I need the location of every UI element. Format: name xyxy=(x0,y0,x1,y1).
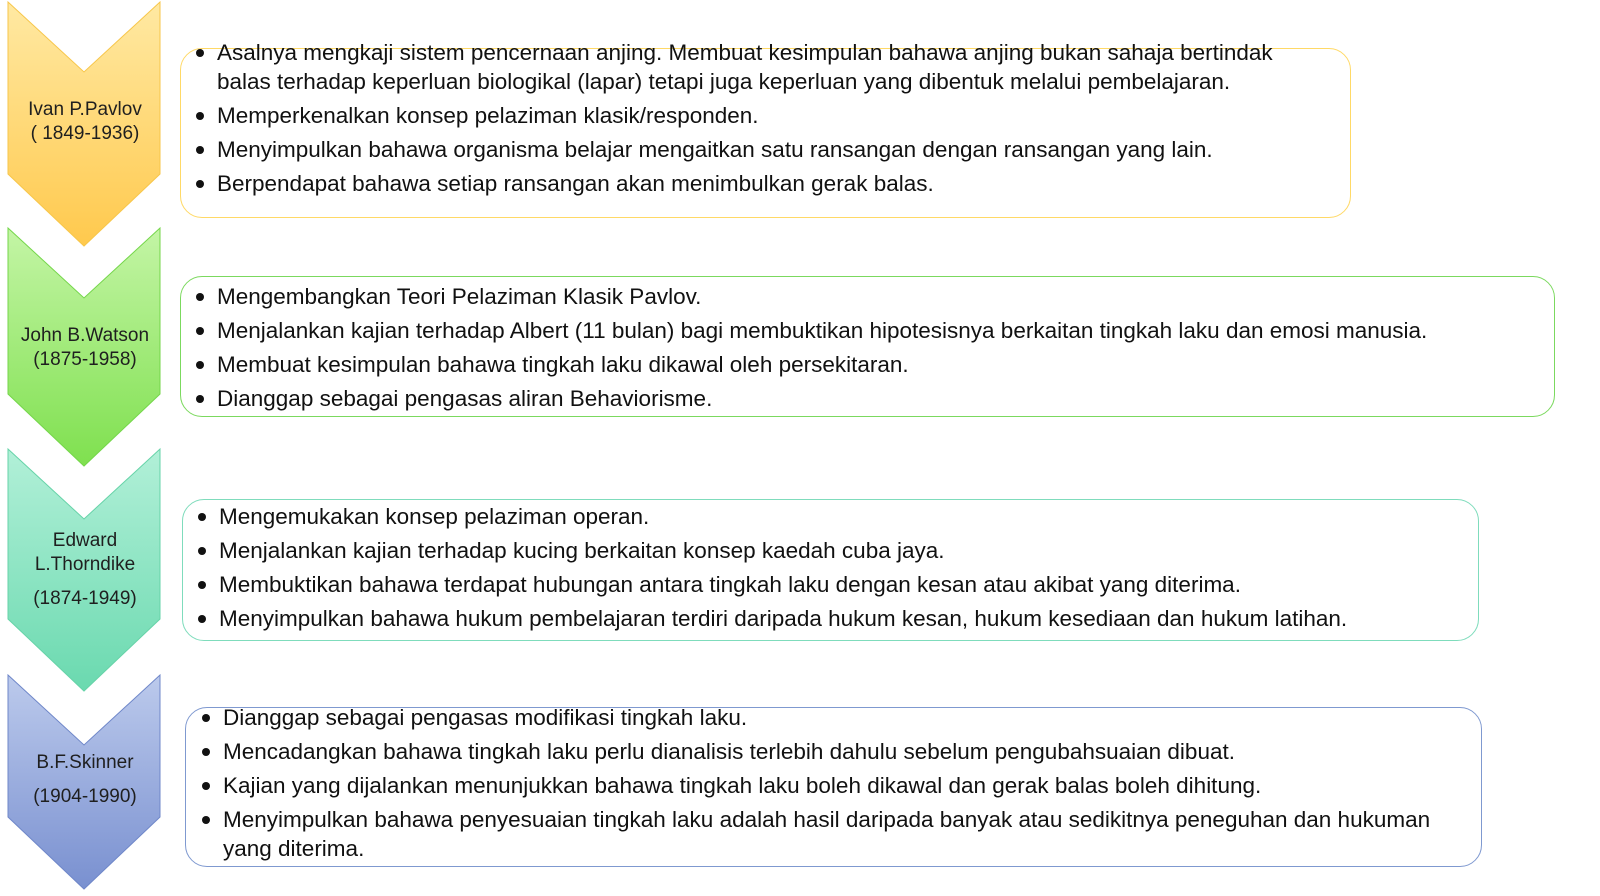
list-item: Membuktikan bahawa terdapat hubungan antara tingkah laku dengan kesan atau akibat yang diterima. xyxy=(197,570,1467,599)
years-line: ( 1849-1936) xyxy=(30,123,140,144)
bullet-list-watson xyxy=(195,282,1545,418)
list-item: Mencadangkan bahawa tingkah laku perlu dianalisis terlebih dahulu sebelum pengubahsuaian dibuat. xyxy=(201,737,1451,766)
list-item: Menyimpulkan bahawa penyesuaian tingkah laku adalah hasil daripada banyak atau sedikitnya peneguhan dan hukuman yang diterima. xyxy=(201,805,1451,863)
list-item: Berpendapat bahawa setiap ransangan akan menimbulkan gerak balas. xyxy=(195,169,1295,198)
list-item: Dianggap sebagai pengasas modifikasi tingkah laku. xyxy=(201,703,1451,732)
list-item: Mengemukakan konsep pelaziman operan. xyxy=(197,502,1467,531)
chevron-thorndike xyxy=(0,447,170,697)
list-item: Membuat kesimpulan bahawa tingkah laku dikawal oleh persekitaran. xyxy=(195,350,1545,379)
chevron-watson xyxy=(0,226,170,471)
chevron-skinner xyxy=(0,673,170,893)
list-item: Asalnya mengkaji sistem pencernaan anjing. Membuat kesimpulan bahawa anjing bukan sahaja bertindak balas terhadap keperluan biologikal (lapar) tetapi juga keperluan yang dibentuk melalui pembelajaran. xyxy=(195,38,1295,96)
bullet-list-skinner xyxy=(201,703,1451,868)
years-line: (1874-1949) xyxy=(33,588,137,609)
list-item: Menjalankan kajian terhadap Albert (11 bulan) bagi membuktikan hipotesisnya berkaitan tingkah laku dan emosi manusia. xyxy=(195,316,1545,345)
person-name-watson xyxy=(8,324,162,372)
list-item: Dianggap sebagai pengasas aliran Behaviorisme. xyxy=(195,384,1545,413)
bullet-list-thorndike xyxy=(197,502,1467,638)
list-item: Memperkenalkan konsep pelaziman klasik/responden. xyxy=(195,101,1295,130)
list-item: Menyimpulkan bahawa organisma belajar mengaitkan satu ransangan dengan ransangan yang lain. xyxy=(195,135,1295,164)
list-item: Kajian yang dijalankan menunjukkan bahawa tingkah laku boleh dikawal dan gerak balas boleh dihitung. xyxy=(201,771,1451,800)
list-item: Mengembangkan Teori Pelaziman Klasik Pavlov. xyxy=(195,282,1545,311)
chevron-pavlov xyxy=(0,0,170,250)
list-item: Menjalankan kajian terhadap kucing berkaitan konsep kaedah cuba jaya. xyxy=(197,536,1467,565)
name-line: B.F.Skinner xyxy=(36,752,134,773)
person-name-pavlov xyxy=(8,98,162,146)
years-line: (1875-1958) xyxy=(33,349,137,370)
person-name-skinner xyxy=(8,751,162,809)
name-line: John B.Watson xyxy=(20,325,150,346)
list-item: Menyimpulkan bahawa hukum pembelajaran terdiri daripada hukum kesan, hukum kesediaan dan hukum latihan. xyxy=(197,604,1467,633)
name-line: Ivan P.Pavlov xyxy=(28,99,142,120)
name-line: L.Thorndike xyxy=(34,554,136,575)
years-line: (1904-1990) xyxy=(33,786,137,807)
bullet-list-pavlov xyxy=(195,38,1295,203)
person-name-thorndike xyxy=(8,529,162,611)
name-line: Edward xyxy=(52,530,118,551)
